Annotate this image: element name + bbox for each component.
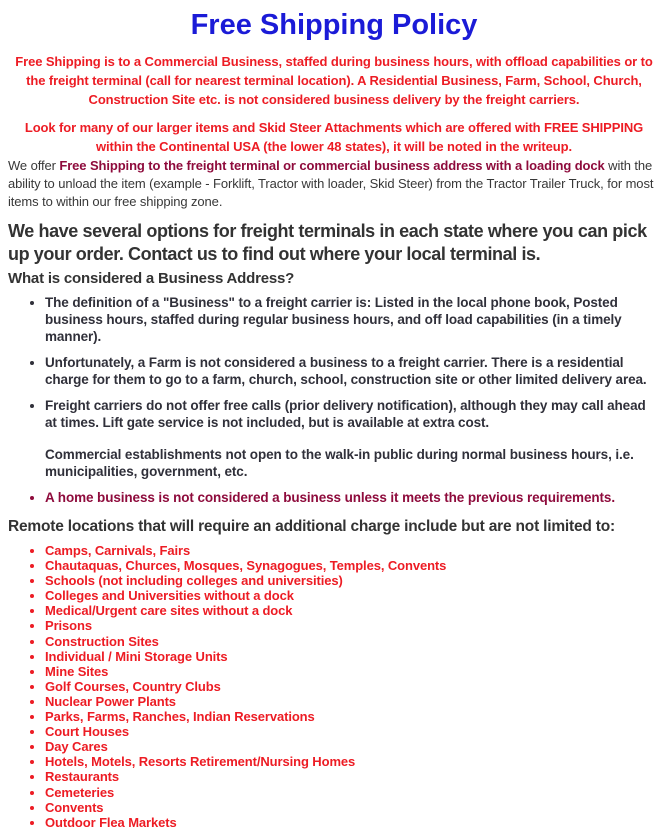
remote-location-item: • Court Houses: [45, 724, 660, 739]
remote-location-item: • Construction Sites: [45, 634, 660, 649]
shipping-note-highlight: Free Shipping to the freight terminal or commercial business address with a loading dock: [59, 158, 605, 173]
page-title: Free Shipping Policy: [190, 9, 478, 41]
remote-location-item: • Prisons: [45, 618, 660, 633]
intro-paragraph-secondary: Look for many of our larger items and Skid Steer Attachments which are offered with FREE SHIPPING within the Continental USA (the lower 48 states), it will be noted in the writeup.: [24, 120, 644, 154]
remote-location-item: • Cemeteries: [45, 785, 660, 800]
business-bullet-carriers: [45, 397, 660, 480]
business-bullet-farm: • Unfortunately, a Farm is not considered a business to a freight carrier. There is a residential charge for them to go to a farm, church, school, construction site or other limited delivery area.: [45, 354, 660, 388]
remote-location-item: • Medical/Urgent care sites without a dock: [45, 603, 660, 618]
remote-location-item: • Golf Courses, Country Clubs: [45, 679, 660, 694]
shipping-note-suffix: with the ability to unload the item (example - Forklift, Tractor with loader, Skid Steer) from the Tractor Trailer Truck, for most items to within our free shipping zone.: [8, 158, 654, 209]
remote-location-item: • Colleges and Universities without a dock: [45, 588, 660, 603]
remote-location-item: • Restaurants: [45, 769, 660, 784]
business-address-list: [8, 294, 660, 506]
remote-location-item: • Individual / Mini Storage Units: [45, 649, 660, 664]
remote-location-item: • Chautaquas, Churces, Mosques, Synagogues, Temples, Convents: [45, 558, 660, 573]
shipping-note: [8, 157, 660, 211]
remote-location-item: • Mine Sites: [45, 664, 660, 679]
remote-location-item: • Hotels, Motels, Resorts Retirement/Nursing Homes: [45, 754, 660, 769]
shipping-note-prefix: We offer: [8, 158, 60, 173]
remote-location-item: • Nuclear Power Plants: [45, 694, 660, 709]
remote-location-item: • Day Cares: [45, 739, 660, 754]
business-bullet-carriers-extra: Commercial establishments not open to the walk-in public during normal business hours, i.e. municipalities, government, etc.: [45, 447, 634, 479]
remote-locations-list: [8, 543, 660, 830]
remote-location-item: • Schools (not including colleges and universities): [45, 573, 660, 588]
business-bullet-definition: • The definition of a "Business" to a freight carrier is: Listed in the local phone book, Posted business hours, staffed during regular business hours, and off load capabilities (in a timely manner).: [45, 294, 660, 345]
business-address-heading: What is considered a Business Address?: [8, 270, 295, 287]
remote-location-item: • Parks, Farms, Ranches, Indian Reservations: [45, 709, 660, 724]
remote-location-item: • Camps, Carnivals, Fairs: [45, 543, 660, 558]
remote-locations-heading: Remote locations that will require an additional charge include but are not limited to:: [8, 518, 615, 535]
business-bullet-home-business: • A home business is not considered a business unless it meets the previous requirements.: [45, 489, 660, 506]
remote-location-item: • Convents: [45, 800, 660, 815]
business-bullet-carriers-text: • Freight carriers do not offer free calls (prior delivery notification), although they may call ahead at times. Lift gate service is not included, but is available at extra cost.: [45, 398, 646, 430]
remote-location-item: • Outdoor Flea Markets: [45, 815, 660, 830]
intro-paragraph-primary: Free Shipping is to a Commercial Business, staffed during business hours, with offload capabilities or to the freight terminal (call for nearest terminal location). A Residential Business, Farm, School, Church, Construction Site etc. is not considered business delivery by the freight carriers.: [15, 54, 653, 107]
freight-terminals-heading: We have several options for freight terminals in each state where you can pick up your order. Contact us to find out where your local terminal is.: [8, 221, 647, 264]
